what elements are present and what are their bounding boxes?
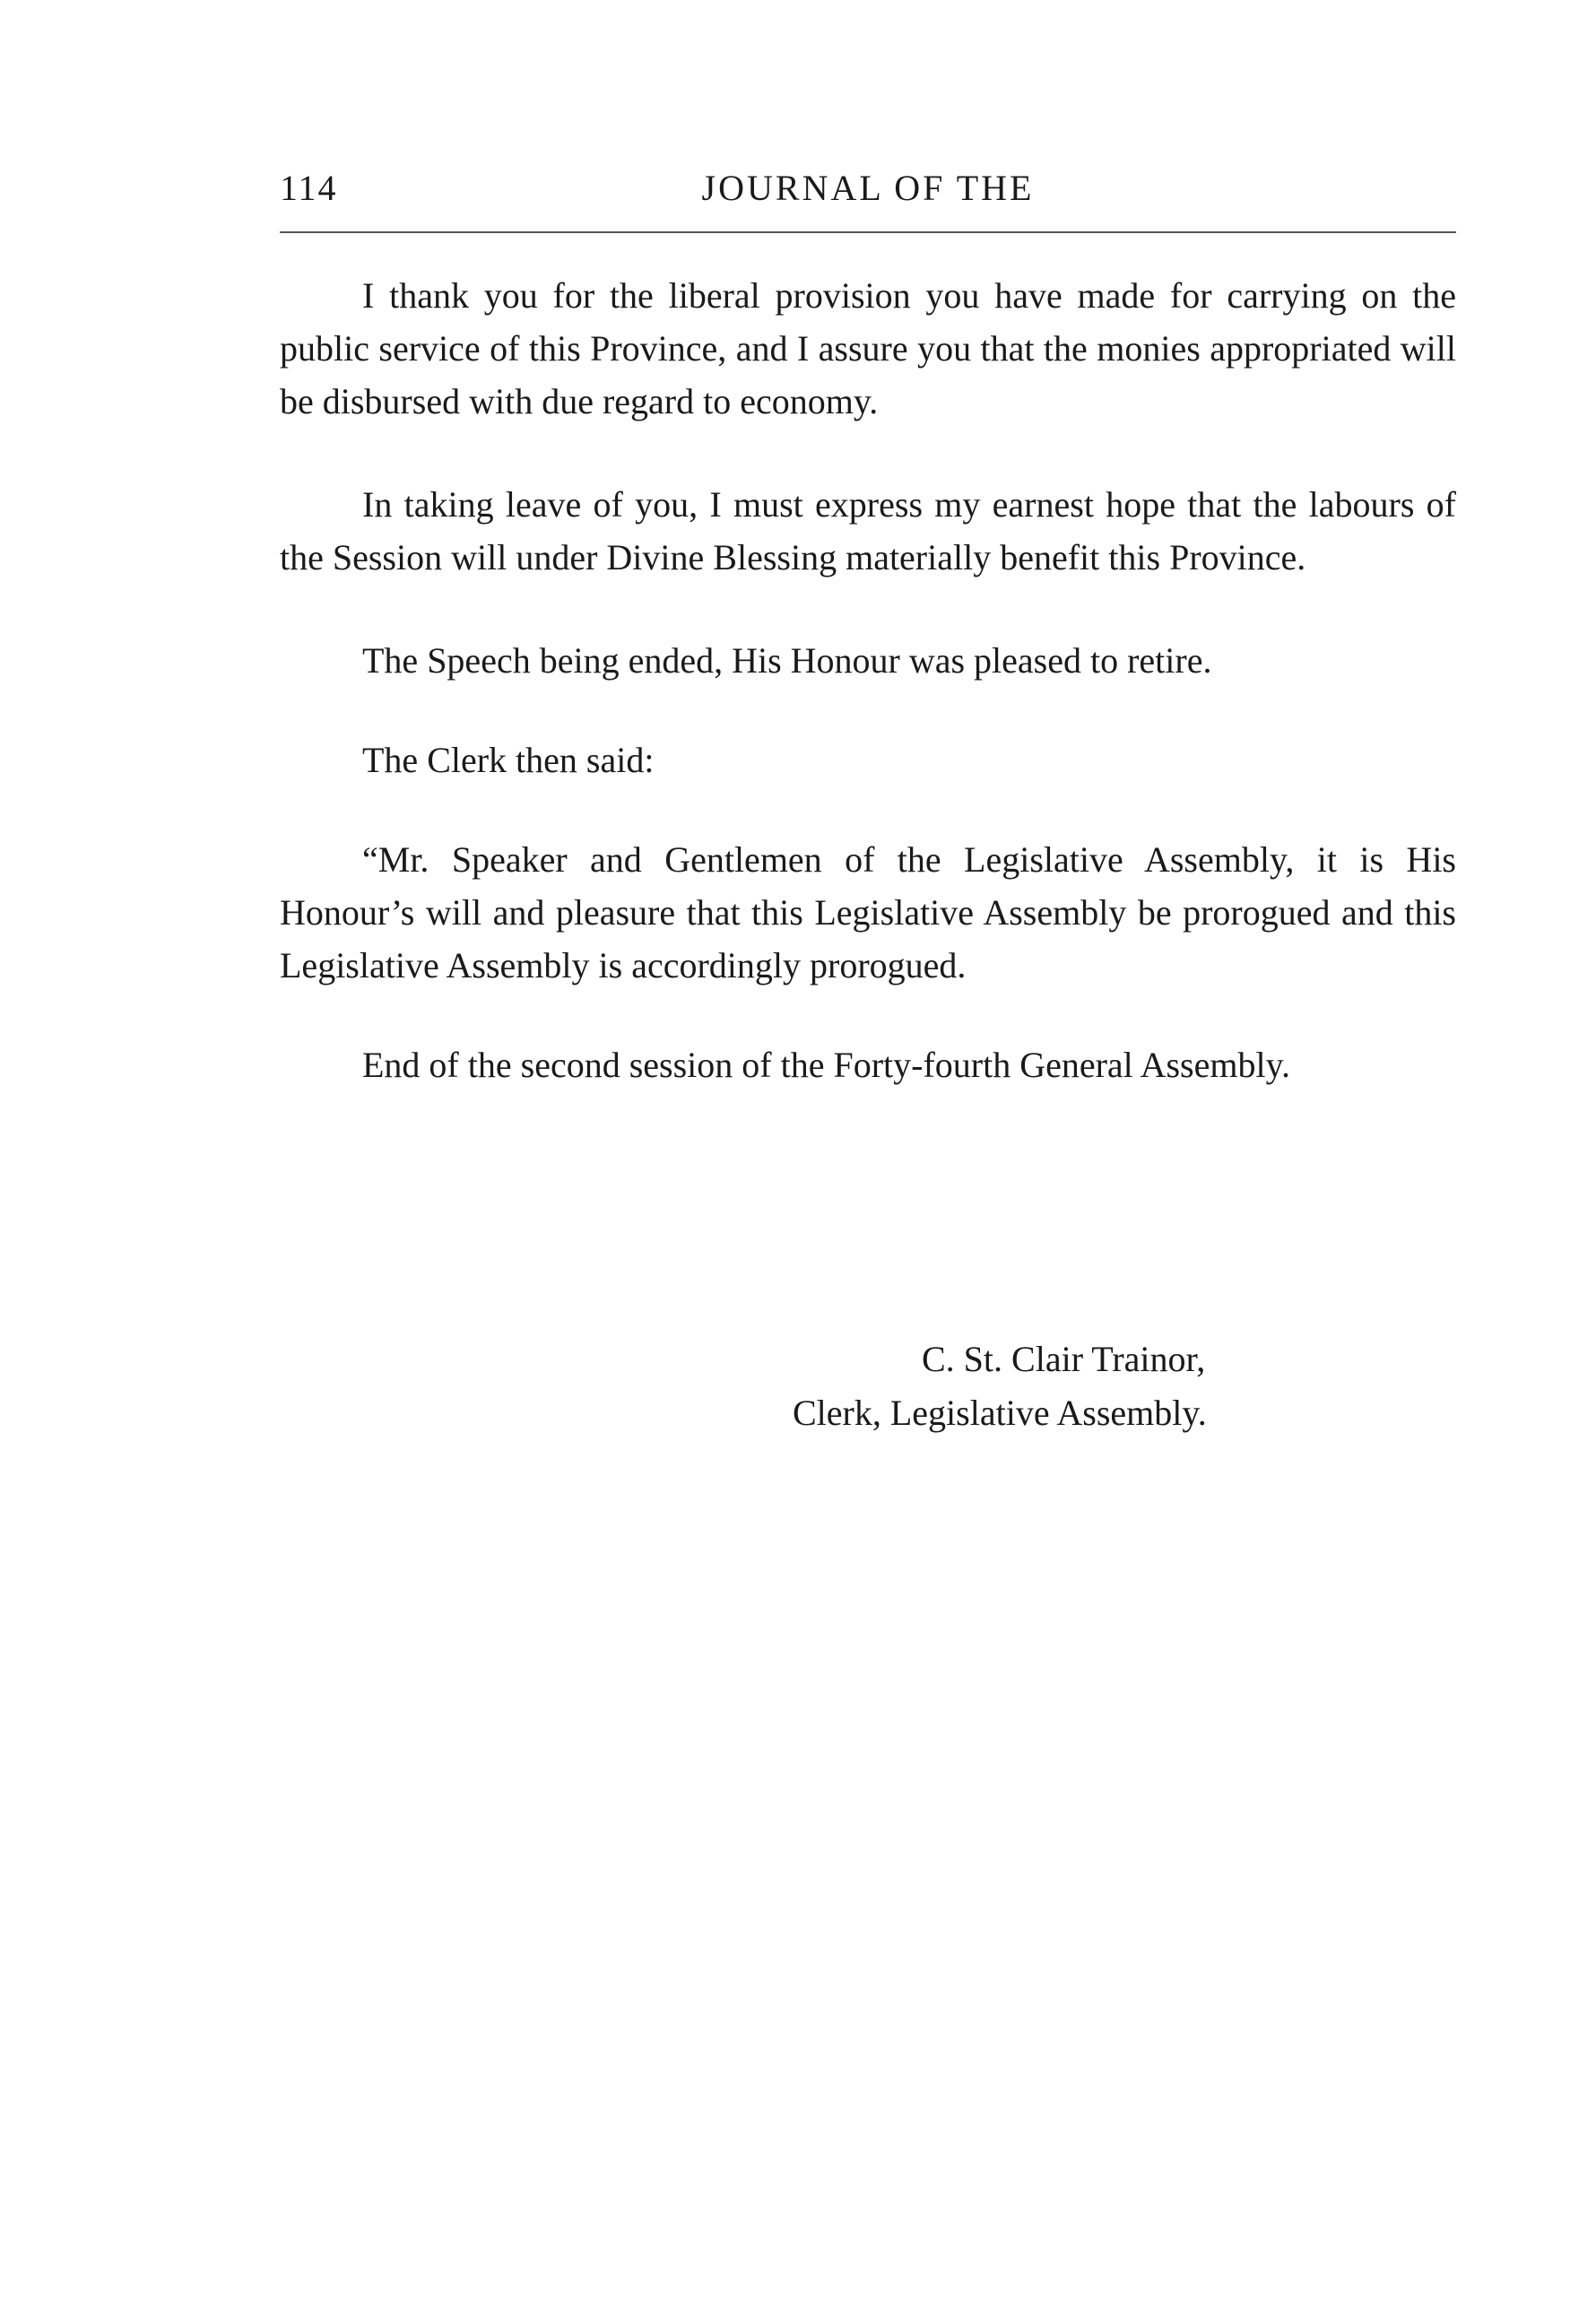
page-header <box>280 167 1456 212</box>
paragraph-speech-ended: The Speech being ended, His Honour was pleased to retire. <box>362 640 1212 681</box>
body-text <box>280 269 1456 1138</box>
paragraph-thanks: I thank you for the liberal provision you have made for carrying on the public service of this Province, and I assure you that the monies appropriated will be disbursed with due regard to economy. <box>280 275 1456 421</box>
paragraph-clerk-said: The Clerk then said: <box>362 740 655 780</box>
page-number: 114 <box>280 168 338 208</box>
paragraph-leave: In taking leave of you, I must express my earnest hope that the labours of the Session will under Divine Blessing materially benefit this Province. <box>280 484 1456 577</box>
signature-name: C. St. Clair Trainor, <box>922 1339 1206 1379</box>
paragraph-end-session: End of the second session of the Forty-fourth General Assembly. <box>362 1045 1290 1085</box>
paragraph-prorogation: “Mr. Speaker and Gentlemen of the Legislative Assembly, it is His Honour’s will and pleasure that this Legislative Assembly be prorogued and this Legislative Assembly is accordingly prorogued. <box>280 839 1456 985</box>
signature-block <box>793 1333 1207 1440</box>
signature-title: Clerk, Legislative Assembly. <box>793 1393 1207 1433</box>
running-head: JOURNAL OF THE <box>701 168 1035 208</box>
header-rule <box>280 231 1456 233</box>
